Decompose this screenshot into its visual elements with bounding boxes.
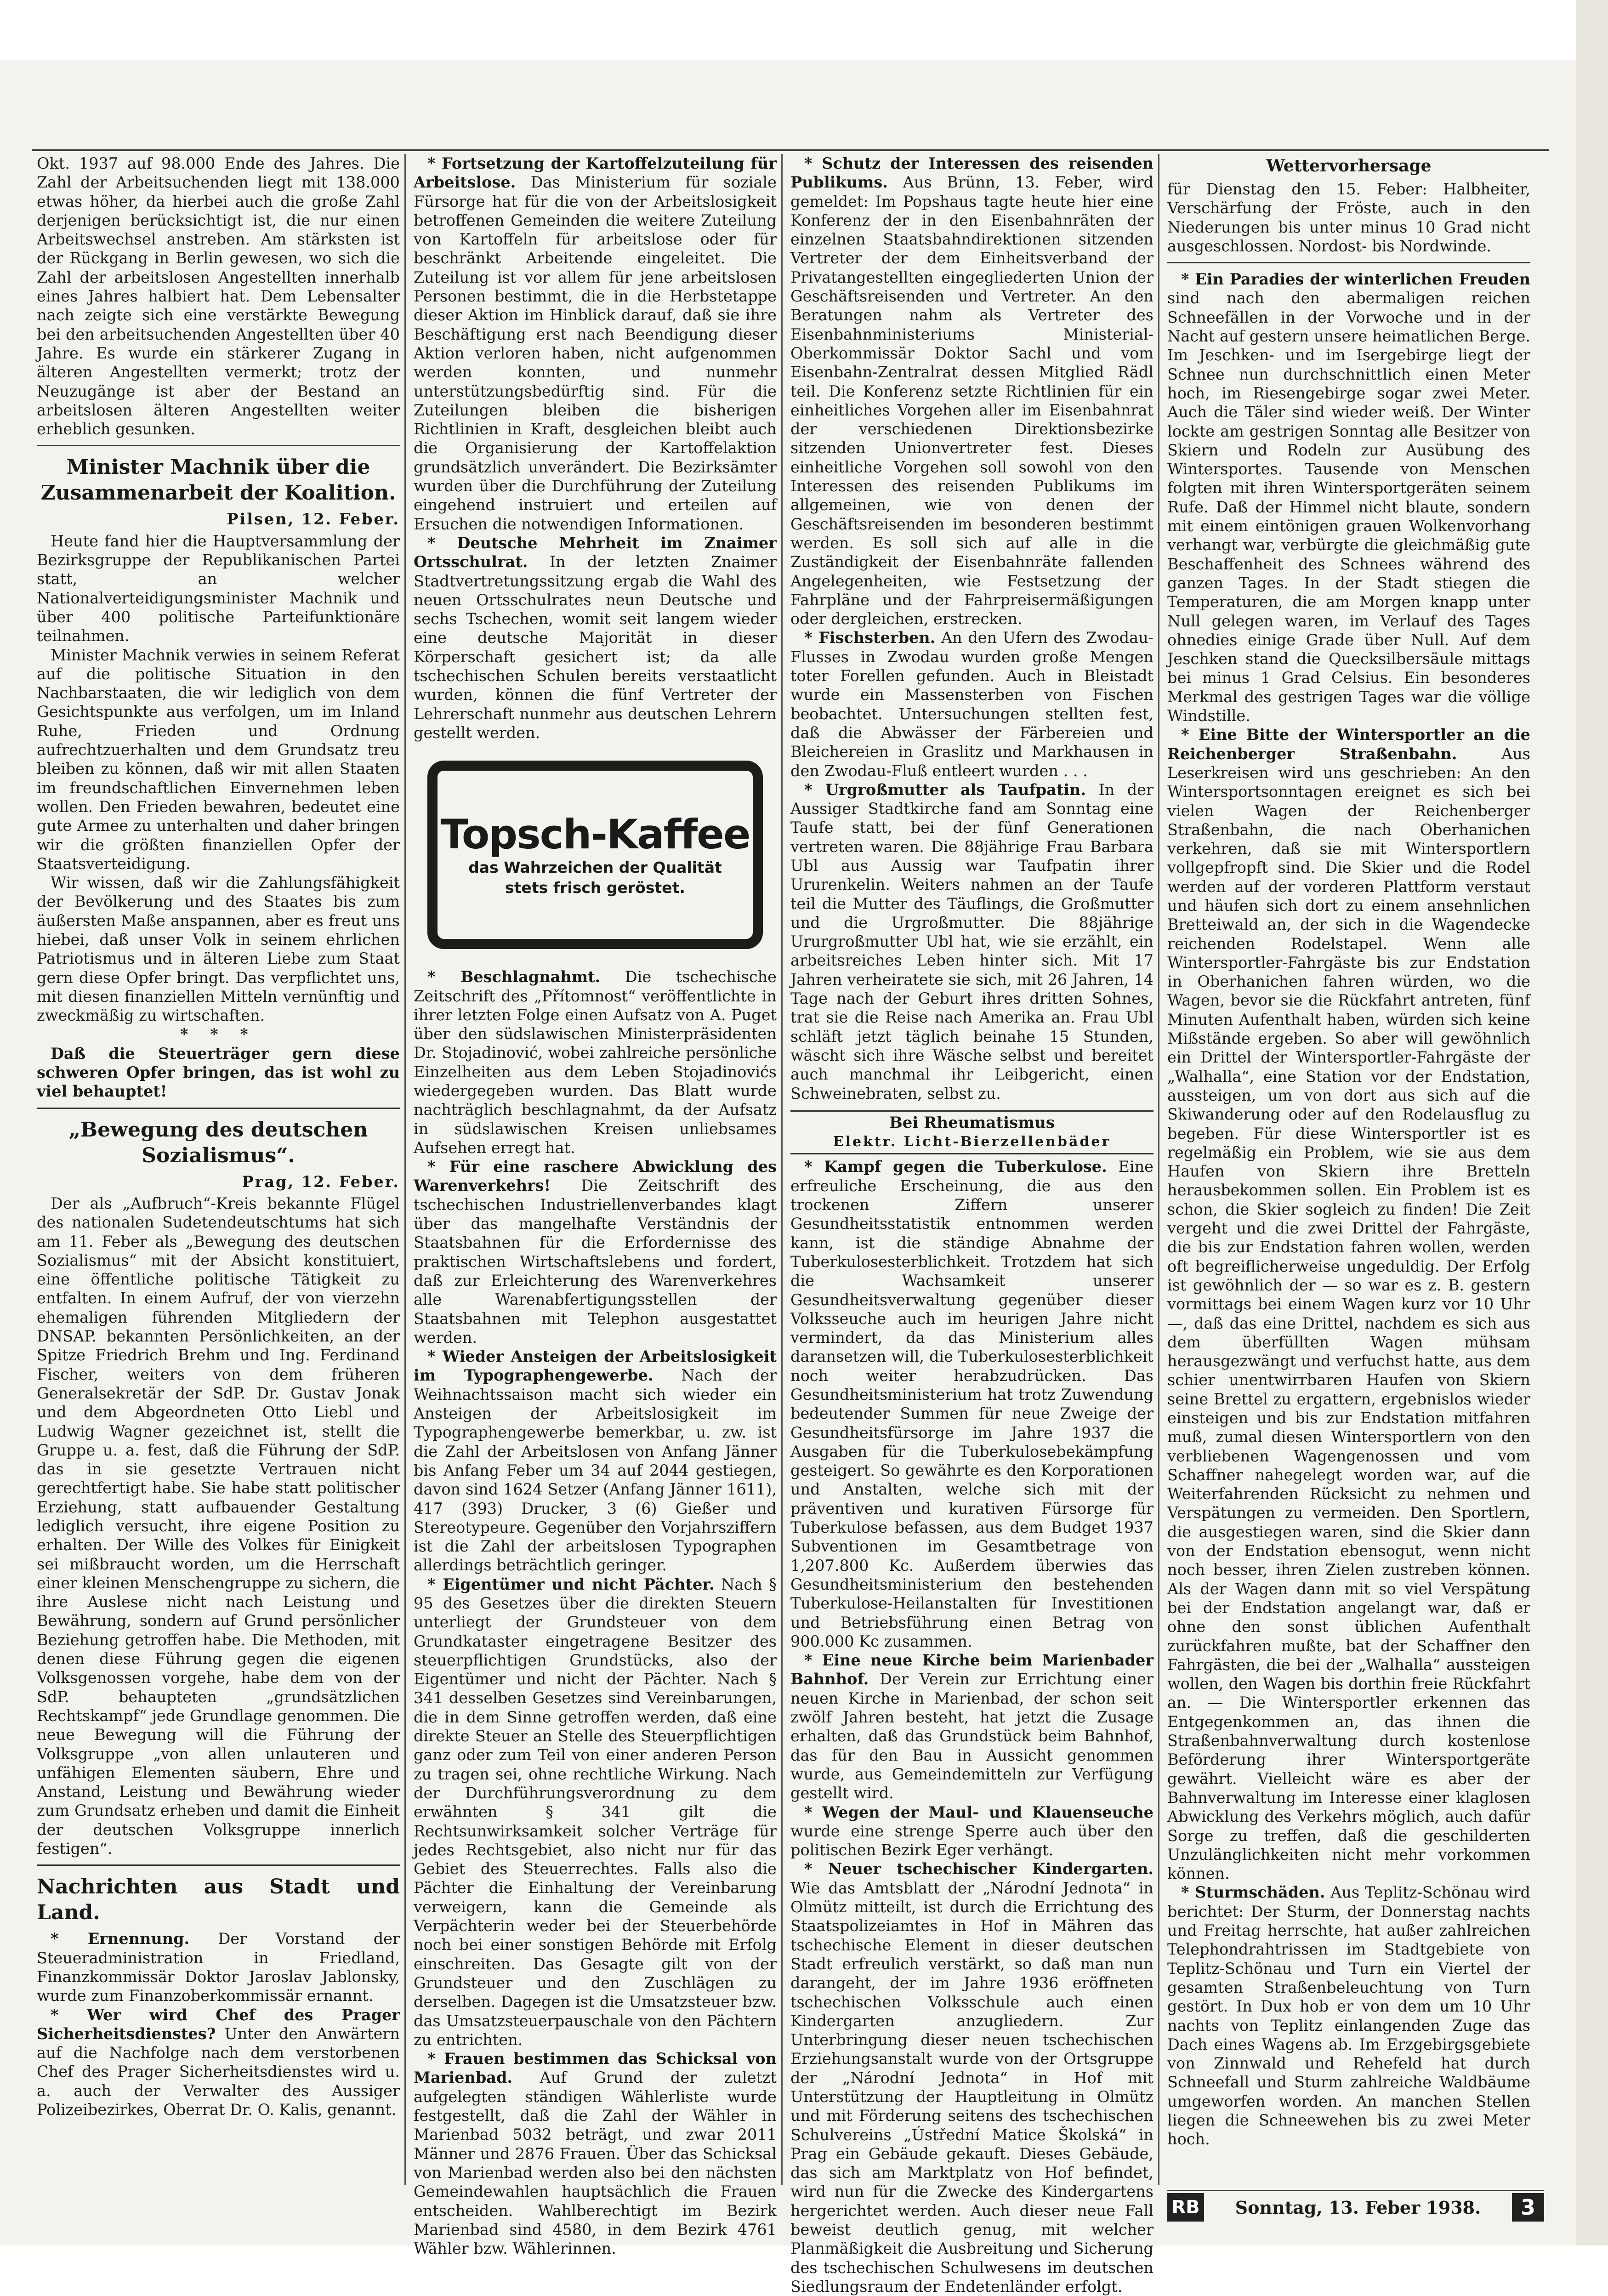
article-paragraph: Der als „Aufbruch“-Kreis bekannte Flügel des nationalen Sudetendeutschtums hat sich am 11. Feber als „Bewegung des deutschen Sozialismus“ mit der Absicht konstituiert, eine öffentliche politische Tätigkeit zu entfalten. In einem Aufruf, der von vierzehn ehemaligen führenden Mitgliedern der DNSAP. bekannten Persönlichkeiten, an der Spitze Friedrich Brehm und Ing. Ferdinand Fischer, weiters von dem früheren Generalsekretär der SdP. Dr. Gustav Jonak und dem Abgeordneten Otto Liebl und Ludwig Wagner gezeichnet ist, stellt die Gruppe u. a. fest, daß die Führung der SdP. das in sie gesetzte Vertrauen nicht gerechtfertigt habe. Sie habe statt politischer Erziehung, statt aufbauender Gestaltung lediglich versucht, ihre eigene Position zu erhalten. Der Wille des Volkes für Einigkeit sei mißbraucht worden, um die Herrschaft einer kleinen Menschengruppe zu sichern, die ihre Auslese nicht nach Leistung und Bewährung, sondern auf Grund persönlicher Beziehung getroffen habe. Die Methoden, mit denen diese Führung gegen die eigenen Volksgenossen vorgehe, habe dem von der SdP. behaupteten „grundsätzlichen Rechtskampf“ jede Grundlage genommen. Die neue Bewegung will die Führung der Volksgruppe „von allen unlauteren und unfähigen Elementen säubern, Ehre und Anstand, Leistung und Bewährung wieder zum Grundsatz erheben und damit die Einheit der deutschen Volksgruppe innerlich festigen“. [37,1194,400,1858]
news-item-title: * Deutsche Mehrheit im Znaimer Ortsschulrat. [414,534,777,571]
news-item-title: * Kampf gegen die Tuberkulose. [804,1158,1107,1176]
article-paragraph: Daß die Steuerträger gern diese schweren Opfer bringen, das ist wohl zu viel behauptet! [37,1044,400,1101]
scan-margin [0,0,1608,60]
news-item-title: * Urgroßmutter als Taufpatin. [804,780,1086,799]
news-item-text: Nach der Weihnachtssaison macht sich wieder ein Ansteigen der Arbeitslosigkeit im Typographengewerbe bemerkbar, u. zw. ist die Zahl der Arbeitslosen von Anfang Jänner bis Anfang Feber um 34 auf 2044 gestiegen, davon sind 1624 Setzer (Anfang Jänner 1611), 417 (393) Drucker, 3 (6) Gießer und Stereotypeure. Gegenüber den Vorjahrsziffern ist die Zahl der arbeitslosen Typographen allerdings beträchtlich geringer. [414,1366,777,1574]
news-item [414,967,777,1157]
divider [37,1864,400,1866]
divider [37,445,400,446]
news-item-title: * Wegen der Maul- und Klauenseuche [804,1803,1153,1821]
news-item-title: * Fortsetzung der Kartoffelzuteilung für Arbeitslose. [414,154,777,192]
news-item-title: * Ernennung. [51,1930,190,1948]
issue-date: Sonntag, 13. Feber 1938. [1235,2197,1481,2218]
ad-band-subtitle: Elektr. Licht-Bierzellenbäder [833,1134,1111,1150]
news-item-text: An den Ufern des Zwodau-Flusses in Zwodau wurden große Mengen toter Forellen gefunden. Auch in Bleistadt wurde ein Massensterben von Fischen beobachtet. Untersuchungen stellten fest, daß die Abwässer der Färbereien und Bleichereien in Graslitz und Markhausen in den Zwodau-Fluß entleert wurden . . . [790,629,1153,780]
column-rule [1158,154,1159,2185]
column-rule [404,154,406,2185]
news-item [790,1651,1153,1802]
ad-slogan: stets frisch geröstet. [505,879,685,897]
news-item [414,1347,777,1575]
news-item-title: * Für eine raschere Abwicklung des Warenverkehrs! [414,1158,777,1195]
news-item-title: * Sturmschäden. [1181,1883,1325,1902]
news-item [37,1929,400,2005]
news-item-text: Der Vorstand der Steueradministration in Friedland, Finanzkommissär Doktor Jaroslav Jablonsky, wurde zum Finanzoberkommissär ernannt. [37,1930,400,2005]
scan-edge [1576,0,1608,2245]
ad-brand: Topsch-Kaffee [440,811,750,858]
column-2 [414,154,777,2258]
article-paragraph: Wir wissen, daß wir die Zahlungsfähigkeit der Bevölkerung und des Staates bis zum äußersten Maße anspannen, aber es freut uns hiebei, daß unser Volk in seinem ehrlichen Patriotismus und in älteren Liebe zum Staat gern diese Opfer bringt. Das verpflichtet uns, mit diesen finanziellen Mitteln vernünftig und zweckmäßig zu wirtschaften. [37,874,400,1025]
advertisement-band [790,1110,1153,1155]
news-item-title: * Fischsterben. [804,629,936,647]
news-item-text: In der letzten Znaimer Stadtvertretungssitzung ergab die Wahl des neuen Ortsschulrates neun Deutsche und sechs Tschechen, womit seit langem wieder eine deutsche Majorität in dieser Körperschaft gesichert ist; da alle tschechischen Schulen bereits verstaatlicht wurden, können die fünf Vertreter der Lehrerschaft nunmehr aus deutschen Lehrern gestellt werden. [414,553,777,742]
news-item-title: * Eine Bitte der Wintersportler an die Reichenberger Straßenbahn. [1167,726,1530,763]
news-item-title: * Wer wird Chef des Prager Sicherheitsdienstes? [37,2006,400,2043]
ad-band-title: Bei Rheumatismus [889,1113,1055,1132]
news-item-text: Eine erfreuliche Erscheinung, die aus den trockenen Ziffern unserer Gesundheitsstatistik entnommen werden kann, ist die ständige Abnahme der Tuberkulosesterblichkeit. Trotzdem hat sich die Wachsamkeit unserer Gesundheitsverwaltung gegenüber dieser Volksseuche auch im heurigen Jahre nicht vermindert, da das Ministerium alles daransetzen will, die Tuberkulosesterblichkeit noch weiter herabzudrücken. Das Gesundheitsministerium hat trotz Zuwendung bedeutender Summen für neue Zweige der Gesundheitsfürsorge im Jahre 1937 die Ausgaben für die Tuberkulosebekämpfung gesteigert. So gewährte es den Korporationen und Anstalten, welche sich mit der präventiven und kurativen Fürsorge für Tuberkulose befassen, aus dem Budget 1937 Subventionen im Gesamtbetrage von 1,207.800 Kc. Außerdem überwies das Gesundheitsministerium den bestehenden Tuberkulose-Heilanstalten für Investitionen und Betriebsführung einen Betrag von 900.000 Kc zusammen. [790,1158,1154,1650]
column-rule [781,154,783,2185]
column-1 [37,154,400,2194]
news-item-text: Nach § 95 des Gesetzes über die direkten Steuern unterliegt der Grundsteuer von dem Grundkataster eingetragene Besitzer des steuerpflichtigen Grundstücks, also der Eigentümer und nicht der Pächter. Nach § 341 desselben Gesetzes sind Vereinbarungen, die in dem Sinne getroffen werden, daß eine direkte Steuer an Stelle des Steuerpflichtigen ganz oder zum Teil von einer anderen Person zu tragen sei, ohne rechtliche Wirkung. Nach der Durchführungsverordnung zu dem erwähnten § 341 gilt die Rechtsunwirksamkeit solcher Verträge für jedes Rechtsgebiet, also nicht nur für das Gebiet des Steuerrechtes. Falls also die Pächter die Einhaltung der Vereinbarung verweigern, kann die Gemeinde als Verpächterin weder bei der Steuerbehörde noch bei einer sonstigen Behörde mit Erfolg einschreiten. Das Gesagte gilt von der Grundsteuer und den Zuschlägen zu derselben. Dagegen ist die Umsatzsteuer bzw. das Umsatzsteuerpauschale von den Pächtern zu entrichten. [414,1575,777,2049]
section-stars: * * * [180,1025,256,1044]
news-item [1167,270,1530,725]
news-item [1167,1883,1530,2148]
news-item-title: * Schutz der Interessen des reisenden Publikums. [790,154,1153,192]
news-item [790,628,1153,780]
page-number: 3 [1512,2193,1544,2222]
divider [37,1108,400,1109]
news-item [37,2006,400,2120]
news-item-title: * Neuer tschechischer Kindergarten. [804,1860,1153,1878]
dateline: Pilsen, 12. Feber. [227,510,400,529]
news-item [414,1157,777,1347]
news-item-text: Unter den Anwärtern auf die Nachfolge nach dem verstorbenen Chef des Prager Sicherheitsdienstes wird u. a. auch der Verwalter des Aussiger Polizeibezirkes, Oberrat Dr. O. Kalis, genannt. [37,2024,400,2119]
news-item [790,780,1153,1103]
news-item-text: Die tschechische Zeitschrift des „Přítomnost“ veröffentlichte in ihrer letzten Folge einen Aufsatz von A. Puget über den südslawischen Ministerpräsidenten Dr. Stojadinović, wobei zahlreiche persönliche Einzelheiten aus dem Leben Stojadinovićs wiedergegeben wurden. Das Blatt wurde nachträglich beschlagnahmt, da der Aufsatz in südslawischen Kreisen unliebsames Aufsehen erregt hat. [414,968,777,1157]
news-item-text: Das Ministerium für soziale Fürsorge hat für die von der Arbeitslosigkeit betroffenen Gemeinden die weitere Zuteilung von Kartoffeln für arbeitslose oder für beschränkt Arbeitende eingeleitet. Die Zuteilung ist vor allem für jene arbeitslosen Personen bestimmt, die in die Herbstetappe dieser Aktion im Hinblick darauf, daß sie ihre Beschäftigung erst nach Beendigung dieser Aktion verloren haben, nicht aufgenommen werden konnten, und nunmehr unterstützungsbedürftig sind. Für die Zuteilungen bleiben die bisherigen Richtlinien in Kraft, desgleichen bleibt auch die Organisierung der Kartoffelaktion grundsätzlich unverändert. Die Bezirksämter wurden über die Durchführung der Zuteilung eingehend instruiert und erteilen auf Ersuchen die notwendigen Informationen. [414,173,777,533]
news-item-text: Wie das Amtsblatt der „Národní Jednota“ in Olmütz mitteilt, ist durch die Errichtung des Staatspolizeiamtes in Hof in Mähren das tschechische Element in dieser deutschen Stadt erfreulich verstärkt, so daß man nun darangeht, der im Jahre 1936 eröffneten tschechischen Volksschule auch einen Kindergarten anzugliedern. Zur Unterbringung dieser neuen tschechischen Erziehungsanstalt wurde von der Ortsgruppe der „Národní Jednota“ in Hof mit Unterstützung der Hauptleitung in Olmütz und mit Förderung seitens des tschechischen Schulvereins „Ústřední Matice Školská“ in Prag ein Gebäude gekauft. Dieses Gebäude, das sich am Marktplatz von Hof befindet, wird nun für die Zwecke des Kindergartens hergerichtet werden. Auch dieser neue Fall beweist deutlich genug, mit welcher Planmäßigkeit die Ausbreitung und Sicherung des tschechischen Schulwesens im deutschen Siedlungsraum der Endetenländer erfolgt. [790,1879,1153,2296]
news-item-text: Der Verein zur Errichtung einer neuen Kirche in Marienbad, der schon seit zwölf Jahren besteht, hat jetzt die Zusage erhalten, daß das Grundstück beim Bahnhof, das für den Bau in Aussicht genommen wurde, aus Gemeindemitteln zur Verfügung gestellt wird. [790,1670,1153,1802]
news-item [414,2049,777,2258]
news-item-text: Aus Leserkreisen wird uns geschrieben: An den Wintersportsonntagen ereignet es sich bei vielen Wagen der Reichenberger Straßenbahn, die nach Oberhanichen verkehren, daß sie mit Wintersportlern vollgepfropft sind. Die Skier und die Rodel werden auf der vorderen Plattform verstaut und häufen sich dort zu einem ansehnlichen Bretteiwald an, der sich in die Wagendecke reichenden Rodelstapel. Wenn alle Wintersportler-Fahrgäste bis zur Endstation in Oberhanichen fahren würden, wo die Wagen, bevor sie die Rückfahrt antreten, fünf Minuten Aufenthalt haben, würden sich keine Mißstände ergeben. So aber will gewöhnlich ein Drittel der Wintersportler-Fahrgäste der „Walhalla“, eine Station vor der Endstation, aussteigen, um von dort aus sich auf die Skiwanderung oder auf den Rodelausflug zu begeben. Für diese Wintersportler ist es regelmäßig ein Problem, wie sie aus dem Haufen von Skiern ihre Bretteln herausbekommen sollen. Ein Problem ist es schon, die Skier sogleich zu finden! Die Zeit vergeht und die zwei Drittel der Fahrgäste, die bis zur Endstation fahren wollen, werden oft begreiflicherweise ungeduldig. Der Erfolg ist gewöhnlich der — so war es z. B. gestern vormittags bei einem Wagen kurz vor 10 Uhr —, daß das eine Drittel, nachdem es sich aus dem überfüllten Wagen mühsam herausgezwängt und verfuchst hatte, aus dem schier unentwirrbaren Haufen von Skiern seine Brettel zu ergattern, ergebnislos wieder einsteigen und bis zur Endstation mitfahren muß, zumal diesen Wintersportlern von den verbliebenen Wagengenossen und vom Schaffner nahegelegt worden war, auf die Weiterfahrenden Rücksicht zu nehmen und Verspätungen zu vermeiden. Den Sportlern, die ausgestiegen waren, sind die Skier dann von der Endstation ebensogut, wenn nicht noch besser, ihren Zielen zustreben können. Als der Wagen dann mit so viel Verspätung bei der Endstation angelangt war, daß er ohne den sonst üblichen Aufenthalt zurückfahren mußte, bat der Schaffner den Fahrgästen, die bei der „Walhalla“ aussteigen wollen, den Wagen bis dorthin freie Rückfahrt an. — Die Wintersportler erkennen das Entgegenkommen an, das ihnen die Straßenbahnverwaltung durch kostenlose Beförderung ihrer Wintersportgeräte gewährt. Vielleicht wäre es aber der Bahnverwaltung im Interesse einer klaglosen Abwicklung des Verkehrs möglich, auch dafür Sorge zu treffen, daß die geschilderten Unzulänglichkeiten nicht mehr vorkommen können. [1167,744,1530,1883]
news-item [1167,725,1530,1883]
advertisement [427,761,763,949]
publisher-logo: RB [1167,2193,1204,2222]
news-item-title: * Frauen bestimmen das Schicksal von Marienbad. [414,2050,777,2087]
weather-forecast: für Dienstag den 15. Feber: Halbheiter, Verschärfung der Fröste, auch in den Niederungen bis unter minus 10 Grad nicht ausgeschlossen. Nordost- bis Nordwinde. [1167,180,1530,255]
article-paragraph: Heute fand hier die Hauptversammlung der Bezirksgruppe der Republikanischen Partei statt, an welcher Nationalverteidigungsminister Machnik und über 400 politische Parteifunktionäre teilnahmen. [37,532,400,645]
column-3 [790,154,1154,2296]
article-headline: Minister Machnik über die Zusammenarbeit der Koalition. [40,455,396,505]
weather-headline: Wettervorhersage [1266,156,1432,176]
news-item-text: In der Aussiger Stadtkirche fand am Sonntag eine Taufe statt, bei der fünf Generationen vertreten waren. Die 88jährige Frau Barbara Ubl aus Aussig war Taufpatin ihrer Ururenkelin. Weiters nahmen an der Taufe teil die Mutter des Täuflings, die Großmutter und die Urgroßmutter. Die 88jährige Ururgroßmutter Ubl hat, wie sie erzählt, ein arbeitsreiches Leben hinter sich. Mit 17 Jahren verheiratete sie sich, mit 26 Jahren, 14 Tage nach der Geburt ihres dritten Sohnes, trat sie die Reise nach Amerika an. Frau Ubl schläft jetzt täglich beinahe 15 Stunden, wäscht sich ihre Wäsche selbst und bereitet auch manchmal ihr Leibgericht, einen Schweinebraten, selbst zu. [790,780,1154,1103]
news-item-title: * Eine neue Kirche beim Marienbader Bahnhof. [790,1651,1153,1688]
news-item-title: * Ein Paradies der winterlichen Freuden [1181,270,1530,289]
news-item-text: Aus Teplitz-Schönau wird berichtet: Der Sturm, der Donnerstag nachts und Freitag herrschte, hat außer zahlreichen Telephondrahtrissen im Stadtgebiete von Teplitz-Schönau und Turn ein Viertel der gesamten Straßenbeleuchtung von Turn gestört. In Dux hob er von dem um 10 Uhr nachts von Teplitz einlangenden Zuge das Dach eines Wagens ab. Im Erzgebirgsgebiete von Zinnwald und Rehefeld hat durch Schneefall und Sturm zahlreiche Waldbäume umgeworfen worden. An manchen Stellen liegen die Schneewehen bis zu zwei Meter hoch. [1167,1883,1530,2148]
ad-slogan: das Wahrzeichen der Qualität [468,858,722,877]
news-item-title: * Beschlagnahmt. [427,968,601,986]
news-item-text: Aus Brünn, 13. Feber, wird gemeldet: Im Popshaus tagte heute hier eine Konferenz der in den Eisenbahnräten der einzelnen Staatsbahndirektionen sitzenden Vertreter der dem Einheitsverband der Privatangestellten eingegliederten Union der Geschäftsreisenden und Vertreter. An den Beratungen nahm als Vertreter des Eisenbahnministeriums Ministerial-Oberkommissär Doktor Sachl und vom Eisenbahn-Zentralrat dessen Mitglied Rädl teil. Die Konferenz setzte Richtlinien für ein einheitliches Vorgehen aller im Eisenbahnrat der verschiedenen Direktionsbezirke sitzenden Unionvertreter fest. Dieses einheitliche Vorgehen soll sowohl von den Interessen des reisenden Publikums im allgemeinen, wie von denen der Geschäftsreisenden im besonderen bestimmt werden. Es soll sich auf alle in die Zuständigkeit der Eisenbahnräte fallenden Angelegenheiten, wie Festsetzung der Fahrpläne und der Fahrpreisermäßigungen oder dergleichen, erstrecken. [790,173,1153,628]
news-item-text: sind nach den abermaligen reichen Schneefällen in der Vorwoche und in der Nacht auf gestern unsere heimatlichen Berge. Im Jeschken- und im Isergebirge liegt der Schnee nun durchschnittlich einen Meter hoch, im Riesengebirge sogar zwei Meter. Auch die Täler sind wieder weiß. Der Winter lockte am gestrigen Sonntag alle Besitzer von Skiern und Rodeln zur Ausübung des Wintersportes. Tausende von Menschen folgten mit ihren Wintersportgeräten seinem Rufe. Daß der Himmel nicht blaute, sondern mit einem eintönigen grauen Wolkenvorhang verhangt war, verbürgte die gleichmäßig gute Beschaffenheit des Schnees während des ganzen Tages. In der Stadt stiegen die Temperaturen, die am Morgen knapp unter Null gelegen waren, im Verlauf des Tages ohnedies einige Grade über Null. Auf dem Jeschken stand die Quecksilbersäule mittags bei minus 1 Grad Celsius. Ein besonderes Merkmal des gestrigen Tages war die völlige Windstille. [1167,289,1530,725]
news-item [414,154,777,534]
article-headline: „Bewegung des deutschen Sozialismus“. [68,1118,368,1167]
news-item [790,1803,1153,1860]
news-item-title: * Eigentümer und nicht Pächter. [427,1575,715,1593]
news-item-text: Auf Grund der zuletzt aufgelegten ständigen Wählerliste wurde festgestellt, daß die Zahl der Wähler in Marienbad 5032 beträgt, und zwar 2011 Männer und 2876 Frauen. Über das Schicksal von Marienbad werden also bei den nächsten Gemeindewahlen hauptsächlich die Frauen entscheiden. Wahlberechtigt im Bezirk Marienbad sind 4580, in dem Bezirk 4761 Wähler bzw. Wählerinnen. [414,2069,777,2258]
news-item [790,1859,1153,2296]
page-footer [1167,2190,1544,2223]
column-4 [1167,154,1530,2194]
news-item-text: Die Zeitschrift des tschechischen Industriellenverbandes klagt über das mangelhafte Verständnis der Staatsbahnen für die Erfordernisse des praktischen Wirtschaftslebens und fordert, daß zur Erleichterung des Warenverkehres alle Warenabfertigungsstellen der Staatsbahnen mit Telephon ausgestattet werden. [414,1176,777,1347]
article-paragraph: Minister Machnik verwies in seinem Referat auf die politische Situation in den Nachbarstaaten, die wir lediglich von dem Gesichtspunkte aus verfolgen, um im Inland Ruhe, Frieden und Ordnung aufrechtzuerhalten und dem Grundsatz treu bleiben zu können, daß wir mit allen Staaten im freundschaftlichen Einvernehmen leben wollen. Den Frieden bewahren, bedeutet eine gute Armee zu unterhalten und daher bringen wir die größten finanziellen Opfer der Staatsverteidigung. [37,646,400,873]
news-item [414,534,777,742]
news-item [790,154,1153,628]
news-item [790,1157,1153,1651]
news-item-title: * Wieder Ansteigen der Arbeitslosigkeit im Typographengewerbe. [414,1347,777,1385]
article-paragraph: Okt. 1937 auf 98.000 Ende des Jahres. Die Zahl der Arbeitsuchenden liegt mit 138.000 etwas höher, da hierbei auch die große Zahl derjenigen berücksichtigt ist, die nur einen Arbeitswechsel anstreben. Am stärksten ist der Rückgang in Berlin gewesen, wo sich die Zahl der arbeitslosen Angestellten innerhalb eines Jahres halbiert hat. Dem Lebensalter nach zeigte sich eine verstärkte Bewegung bei den arbeitsuchenden Angestellten über 40 Jahre. Es wurde ein stärkerer Zugang in älteren Angestellten vermerkt; trotz der Neuzugänge ist aber der Bestand an arbeitslosen älteren Angestellten weiter erheblich gesunken. [37,154,400,438]
dateline: Prag, 12. Feber. [242,1172,400,1191]
divider [1167,262,1530,263]
top-rule [32,149,1549,151]
news-item-text: wurde eine strenge Sperre auch über den politischen Bezirk Eger verhängt. [790,1822,1153,1859]
section-headline: Nachrichten aus Stadt und Land. [37,1875,400,1925]
news-item [414,1575,777,2049]
